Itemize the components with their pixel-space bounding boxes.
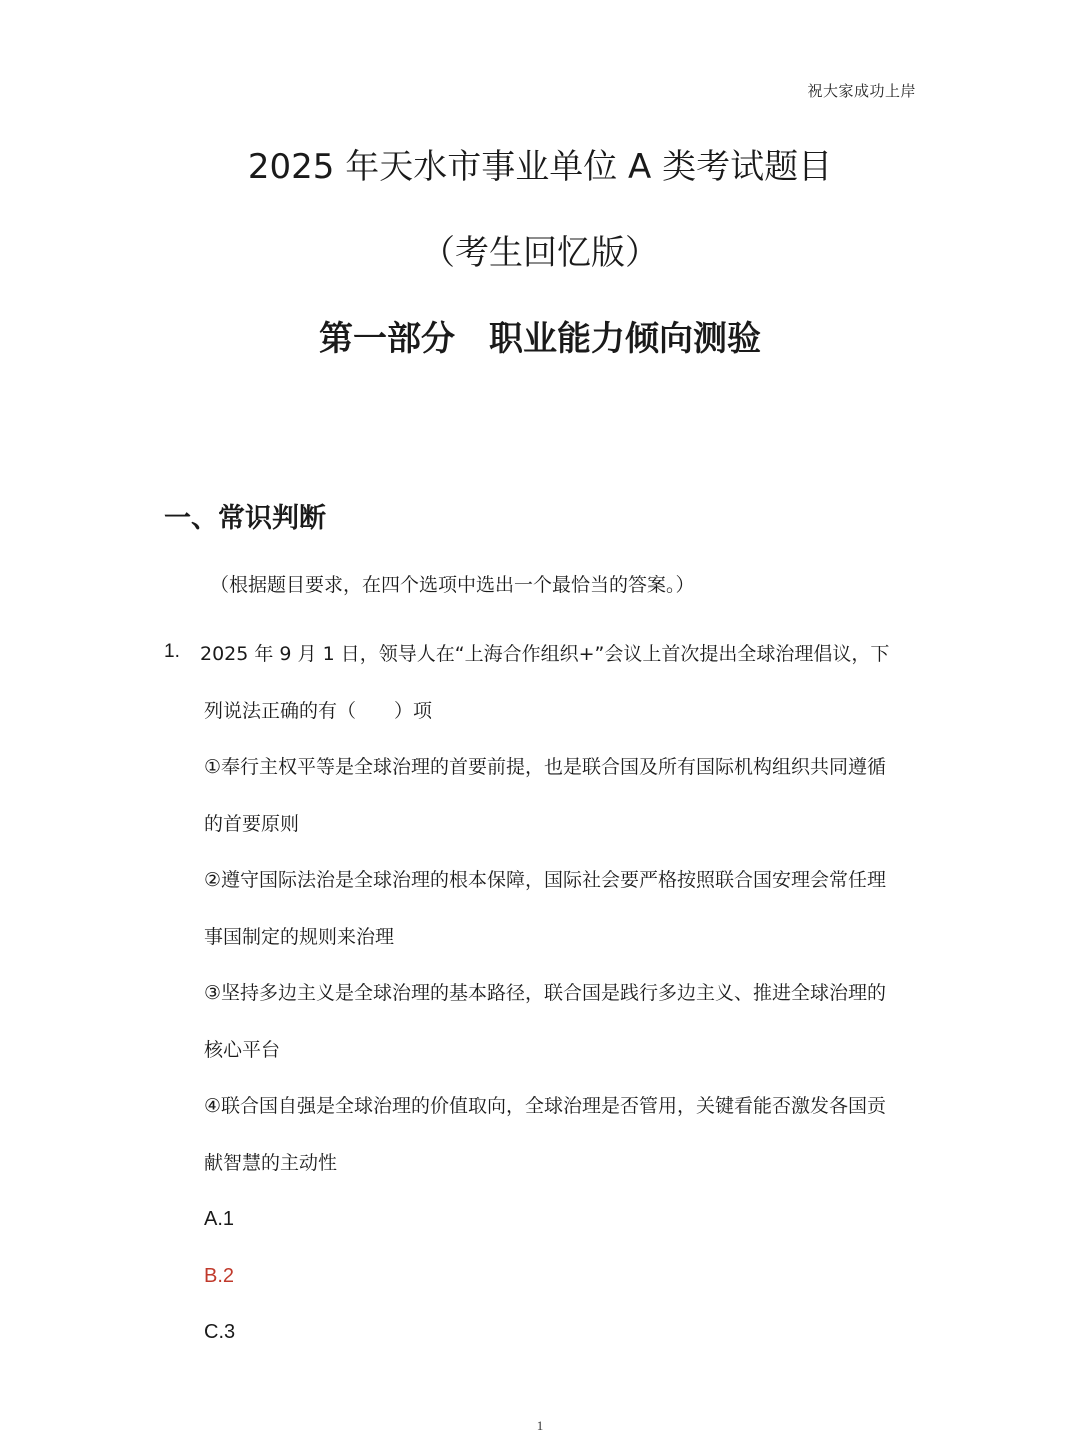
question-stem-line: 2025 年 9 月 1 日，领导人在“上海合作组织+”会议上首次提出全球治理倡议，下 (200, 643, 890, 665)
exam-subtitle: （考生回忆版） (421, 233, 659, 273)
section-instruction: （根据题目要求，在四个选项中选出一个最恰当的答案。） (210, 574, 695, 596)
statement-line: ③坚持多边主义是全球治理的基本路径，联合国是践行多边主义、推进全球治理的 (204, 982, 887, 1004)
question-body (200, 641, 924, 1376)
option-c: C.3 (204, 1321, 236, 1343)
statement-line: 事国制定的规则来治理 (204, 925, 395, 948)
exam-title: 2025 年天水市事业单位 A 类考试题目 (247, 147, 833, 187)
question-1 (164, 641, 924, 1376)
question-number: 1. (164, 641, 180, 662)
page-number: 1 (536, 1418, 544, 1433)
title-block (0, 147, 1080, 359)
statement-line: ①奉行主权平等是全球治理的首要前提，也是联合国及所有国际机构组织共同遵循 (204, 756, 887, 778)
statement-line: 献智慧的主动性 (204, 1151, 338, 1174)
header-note: 祝大家成功上岸 (807, 82, 916, 100)
section-heading: 一、常识判断 (164, 503, 326, 534)
question-stem-line: 列说法正确的有（ ）项 (204, 699, 433, 722)
statement-line: 核心平台 (204, 1038, 281, 1061)
option-a: A.1 (204, 1208, 235, 1230)
option-b-correct: B.2 (204, 1264, 235, 1287)
part-heading: 第一部分 职业能力倾向测验 (319, 319, 761, 359)
statement-line: ②遵守国际法治是全球治理的根本保障，国际社会要严格按照联合国安理会常任理 (204, 869, 887, 891)
statement-line: 的首要原则 (204, 812, 300, 835)
statement-line: ④联合国自强是全球治理的价值取向，全球治理是否管用，关键看能否激发各国贡 (204, 1095, 887, 1117)
